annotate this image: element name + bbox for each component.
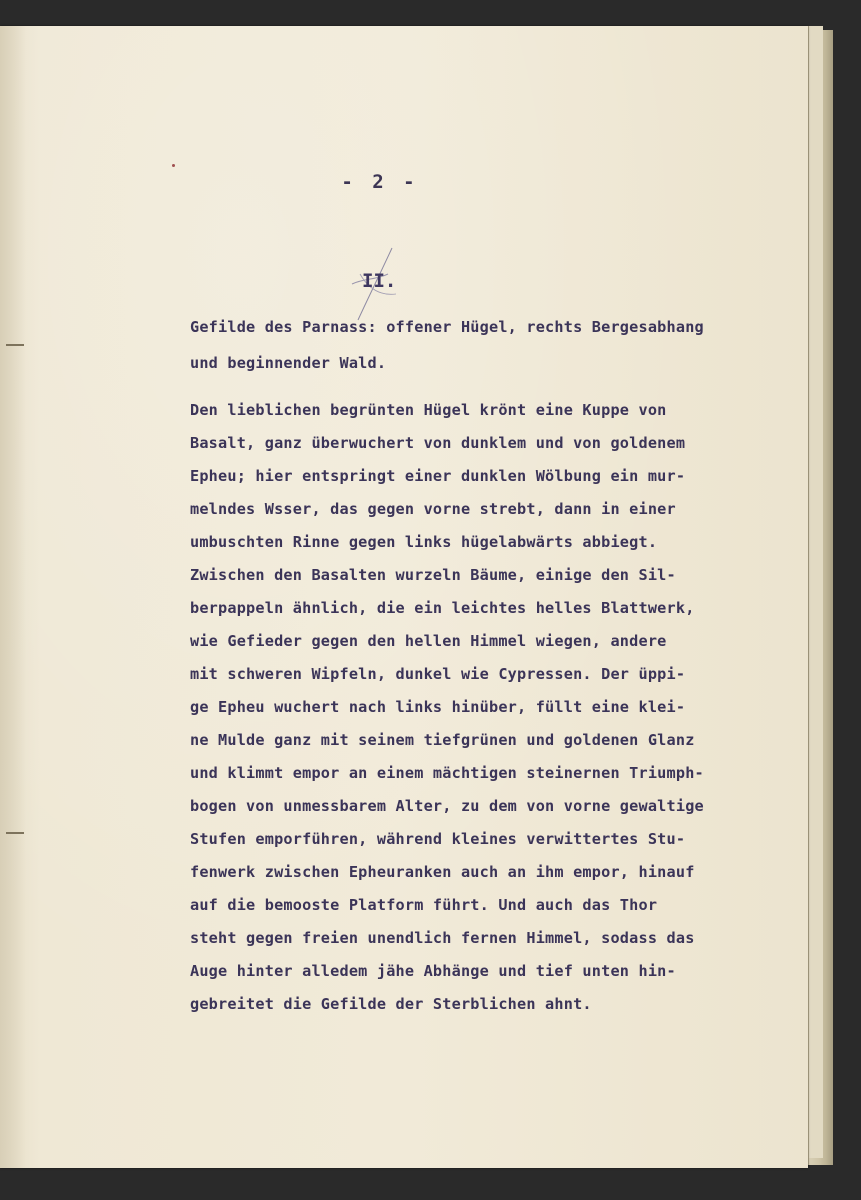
body-line: Den lieblichen begrünten Hügel krönt eine Kuppe von [190,401,667,419]
body-line: gebreitet die Gefilde der Sterblichen ahnt. [190,995,592,1013]
body-line: Stufen emporführen, während kleines verwittertes Stu- [190,830,686,848]
body-line: mit schweren Wipfeln, dunkel wie Cypressen. Der üppi- [190,665,686,683]
typescript-page [0,26,808,1168]
body-line: Zwischen den Basalten wurzeln Bäume, einige den Sil- [190,566,676,584]
body-line: ge Epheu wuchert nach links hinüber, füllt eine klei- [190,698,686,716]
body-line: steht gegen freien unendlich fernen Himmel, sodass das [190,929,695,947]
body-line: auf die bemooste Platform führt. Und auch das Thor [190,896,658,914]
body-line: melndes Wsser, das gegen vorne strebt, dann in einer [190,500,676,518]
scene-number: II. [362,270,397,292]
page-number: - 2 - [341,171,419,193]
body-line: ne Mulde ganz mit seinem tiefgrünen und goldenen Glanz [190,731,695,749]
body-line: wie Gefieder gegen den hellen Himmel wiegen, andere [190,632,667,650]
heading-line: und beginnender Wald. [190,354,387,372]
body-line: fenwerk zwischen Epheuranken auch an ihm empor, hinauf [190,863,695,881]
body-line: berpappeln ähnlich, die ein leichtes helles Blattwerk, [190,599,695,617]
page-stack-edge-inner [808,26,823,1158]
binding-shadow [0,26,26,1168]
body-line: Epheu; hier entspringt einer dunklen Wölbung ein mur- [190,467,686,485]
binding-mark [6,344,24,346]
heading-line: Gefilde des Parnass: offener Hügel, rechts Bergesabhang [190,318,704,336]
body-line: und klimmt empor an einem mächtigen steinernen Triumph- [190,764,704,782]
body-line: umbuschten Rinne gegen links hügelabwärts abbiegt. [190,533,658,551]
body-line: Auge hinter alledem jähe Abhänge und tief unten hin- [190,962,676,980]
body-line: bogen von unmessbarem Alter, zu dem von vorne gewaltige [190,797,704,815]
binding-mark [6,832,24,834]
ink-dot [172,164,175,167]
body-line: Basalt, ganz überwuchert von dunklem und von goldenem [190,434,686,452]
